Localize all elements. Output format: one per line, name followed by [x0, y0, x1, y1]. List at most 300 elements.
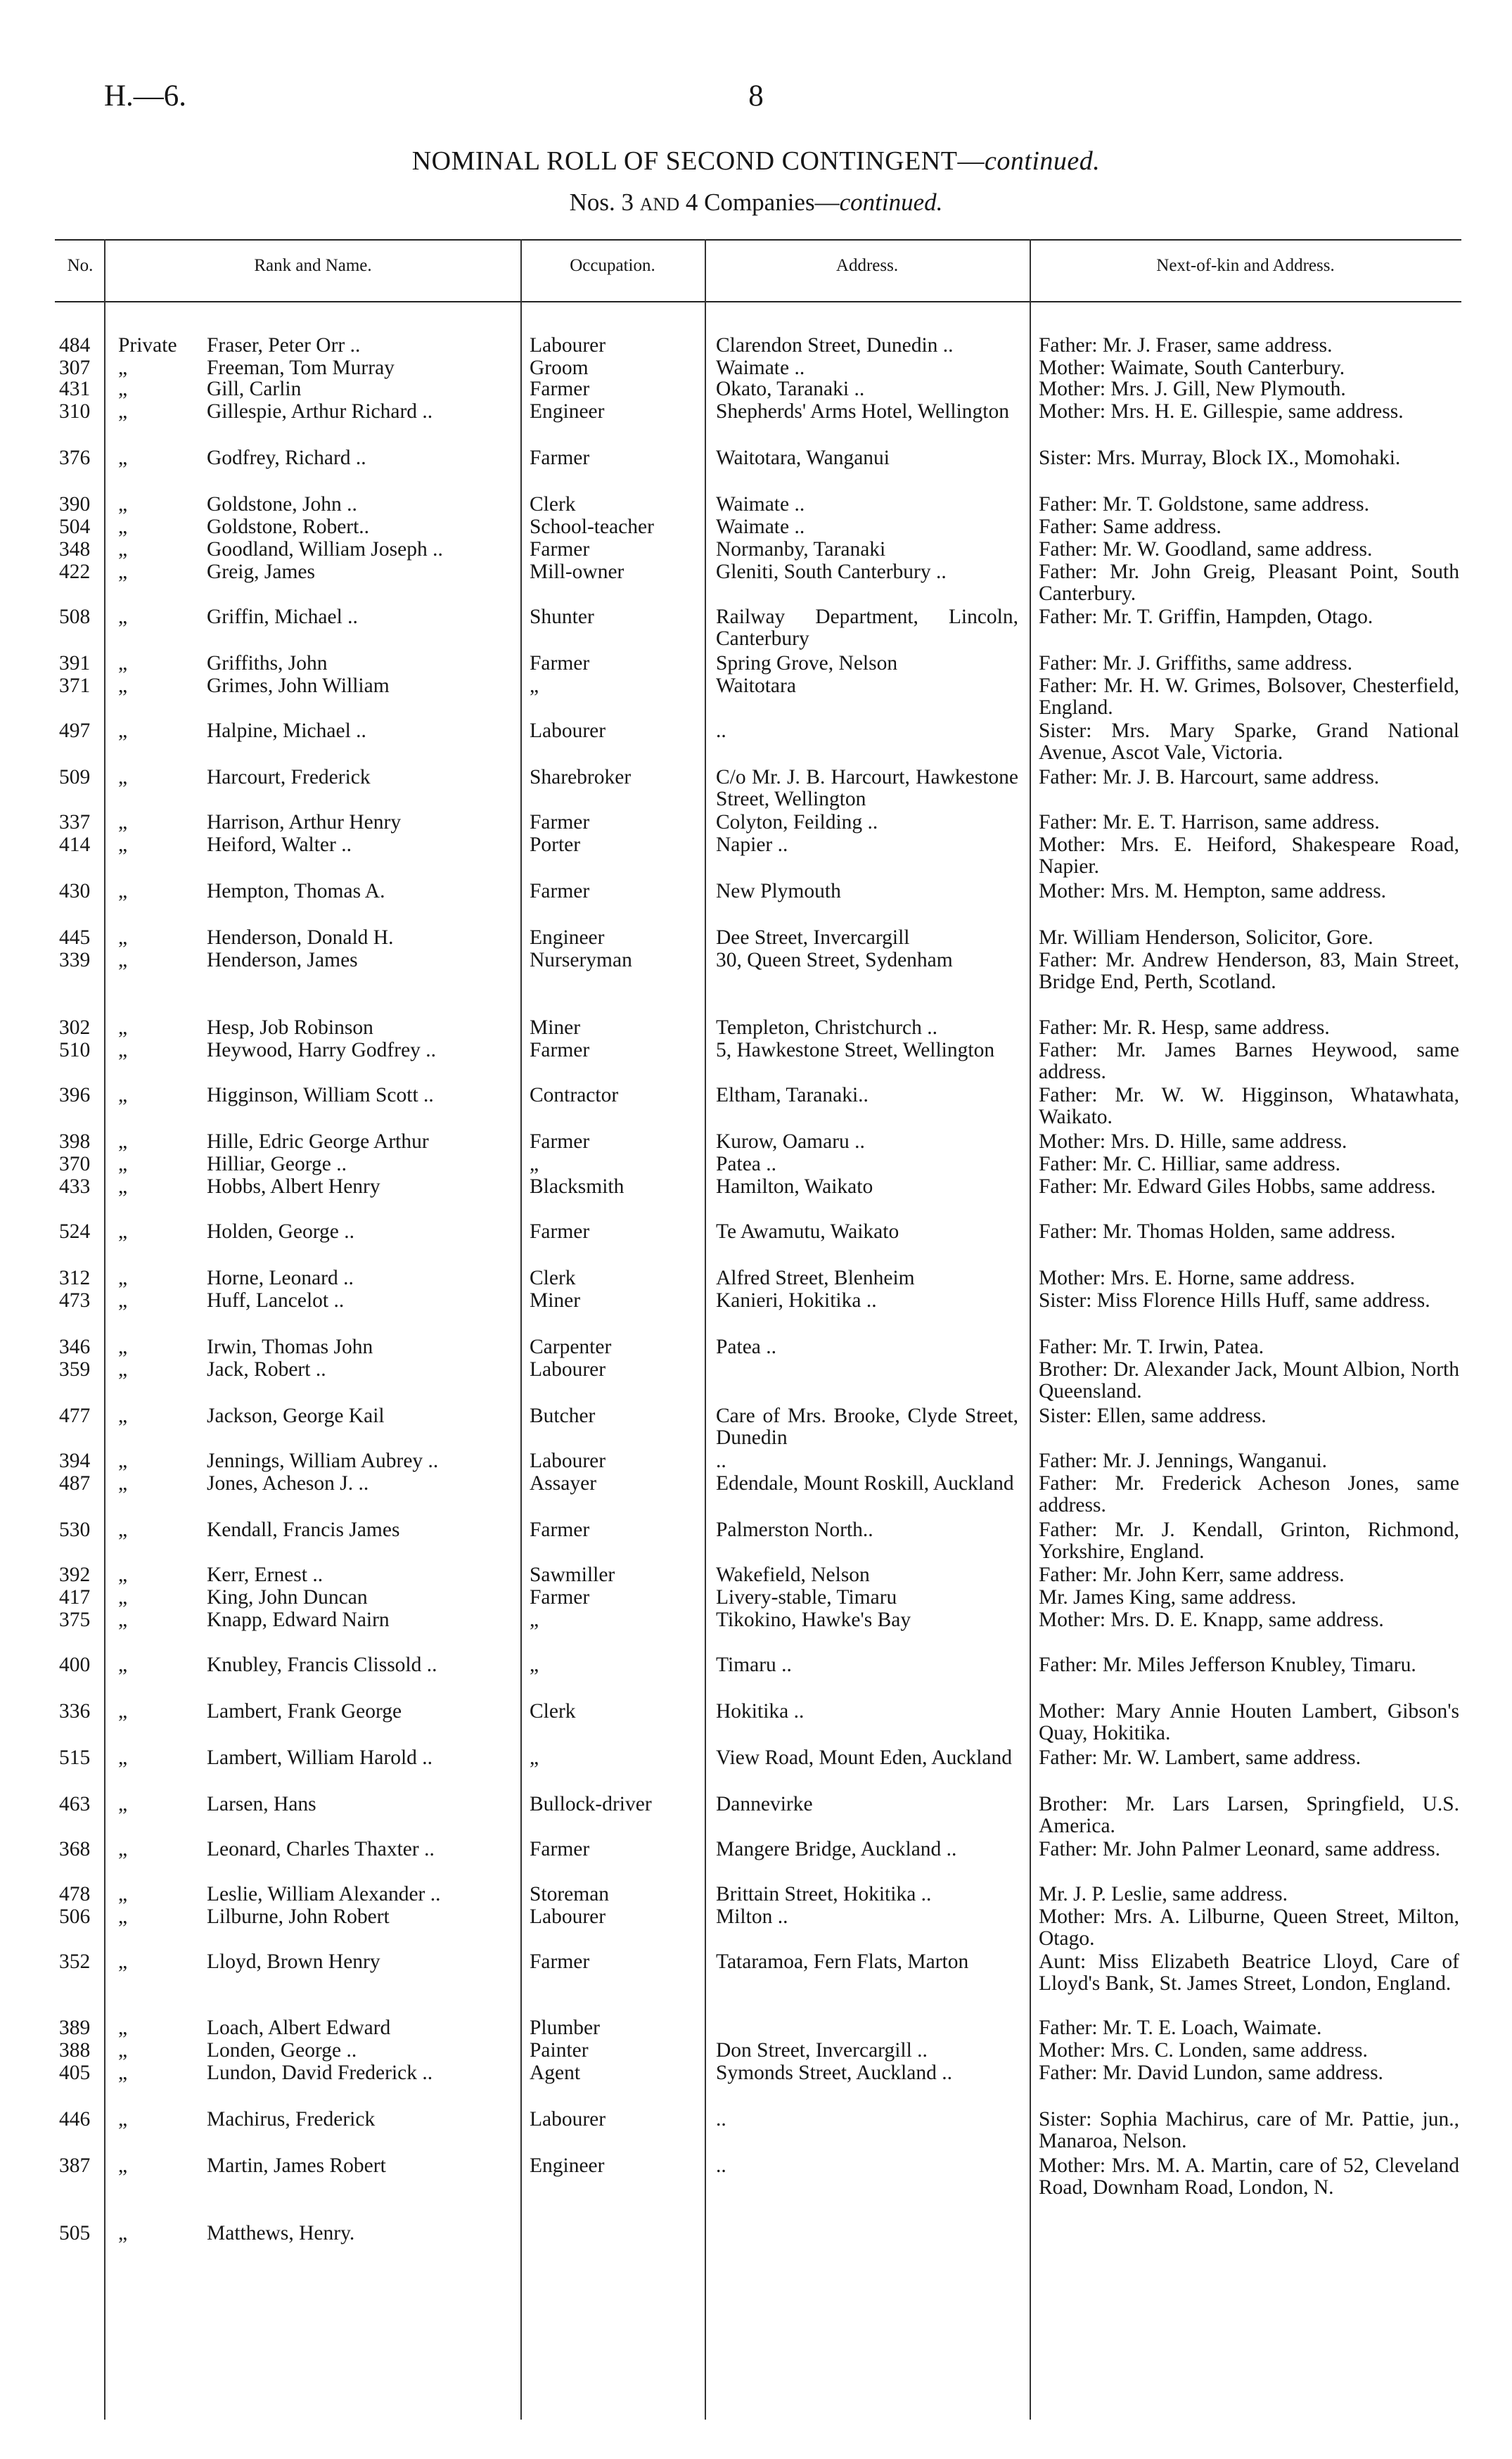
address: ..: [716, 1450, 726, 1472]
rank: „: [118, 1450, 128, 1472]
address: Shepherds' Arms Hotel, Wellington: [716, 400, 1010, 423]
address: Waimate ..: [716, 357, 805, 379]
rank: „: [118, 2108, 128, 2131]
page-subtitle: [0, 189, 1512, 217]
soldier-name: Martin, James Robert: [207, 2154, 386, 2177]
rank: „: [118, 1654, 128, 1676]
next-of-kin: Brother: Mr. Lars Larsen, Springfield, U.S. America.: [1039, 1793, 1459, 1837]
soldier-name: Leonard, Charles Thaxter ..: [207, 1838, 435, 1860]
rank: „: [118, 1267, 128, 1289]
address: Alfred Street, Blenheim: [716, 1267, 915, 1289]
rank: „: [118, 538, 128, 561]
rank: „: [118, 1039, 128, 1061]
rank: „: [118, 561, 128, 583]
document-reference: H.—6.: [104, 79, 187, 113]
next-of-kin: Mother: Mrs. D. E. Knapp, same address.: [1039, 1609, 1384, 1631]
rank: „: [118, 2222, 128, 2244]
soldier-name: Lambert, Frank George: [207, 1700, 402, 1723]
row-number: 371: [59, 675, 91, 697]
row-number: 352: [59, 1950, 91, 1973]
address: Spring Grove, Nelson: [716, 652, 898, 675]
address: Waimate ..: [716, 516, 805, 538]
row-number: 336: [59, 1700, 91, 1723]
soldier-name: Kerr, Ernest ..: [207, 1564, 323, 1586]
soldier-name: Londen, George ..: [207, 2039, 357, 2062]
address: Dannevirke: [716, 1793, 813, 1815]
rank: „: [118, 811, 128, 833]
soldier-name: Holden, George ..: [207, 1220, 355, 1243]
address: Edendale, Mount Roskill, Auckland: [716, 1472, 1014, 1495]
rank: „: [118, 1289, 128, 1312]
rank: „: [118, 1519, 128, 1541]
row-number: 391: [59, 652, 91, 675]
page-title-continued: continued.: [984, 146, 1101, 176]
rank: „: [118, 2017, 128, 2039]
occupation: „: [530, 1654, 539, 1676]
soldier-name: Griffiths, John: [207, 652, 328, 675]
address: Patea ..: [716, 1153, 777, 1175]
rank: „: [118, 720, 128, 742]
occupation: Labourer: [530, 2108, 606, 2131]
rank: „: [118, 1609, 128, 1631]
occupation: „: [530, 1746, 539, 1769]
next-of-kin: Father: Same address.: [1039, 516, 1222, 538]
row-number: 431: [59, 378, 91, 400]
occupation: „: [530, 1153, 539, 1175]
row-number: 497: [59, 720, 91, 742]
row-number: 307: [59, 357, 91, 379]
row-number: 368: [59, 1838, 91, 1860]
address: Milton ..: [716, 1905, 788, 1928]
row-number: 346: [59, 1336, 91, 1358]
row-number: 337: [59, 811, 91, 833]
rank: „: [118, 357, 128, 379]
address: Brittain Street, Hokitika ..: [716, 1883, 932, 1905]
column-divider: [520, 239, 522, 2420]
row-number: 530: [59, 1519, 91, 1541]
rank: „: [118, 2154, 128, 2177]
address: ..: [716, 2154, 726, 2177]
address: Waimate ..: [716, 493, 805, 516]
subtitle-mid: 4: [685, 189, 698, 216]
address: Wakefield, Nelson: [716, 1564, 870, 1586]
next-of-kin: Father: Mr. H. W. Grimes, Bolsover, Chesterfield, England.: [1039, 675, 1459, 719]
address: Clarendon Street, Dunedin ..: [716, 334, 954, 357]
rank: „: [118, 1016, 128, 1039]
row-number: 504: [59, 516, 91, 538]
soldier-name: Machirus, Frederick: [207, 2108, 376, 2131]
occupation: Porter: [530, 833, 581, 856]
occupation: Labourer: [530, 720, 606, 742]
row-number: 478: [59, 1883, 91, 1905]
next-of-kin: Father: Mr. T. E. Loach, Waimate.: [1039, 2017, 1322, 2039]
row-number: 524: [59, 1220, 91, 1243]
next-of-kin: Father: Mr. James Barnes Heywood, same address.: [1039, 1039, 1459, 1083]
subtitle-prefix: Nos. 3: [569, 189, 634, 216]
soldier-name: Lundon, David Frederick ..: [207, 2062, 433, 2084]
occupation: Farmer: [530, 1039, 590, 1061]
rank: „: [118, 675, 128, 697]
row-number: 477: [59, 1405, 91, 1427]
soldier-name: Huff, Lancelot ..: [207, 1289, 345, 1312]
occupation: Assayer: [530, 1472, 597, 1495]
rank: „: [118, 833, 128, 856]
row-number: 302: [59, 1016, 91, 1039]
occupation: Engineer: [530, 2154, 605, 2177]
rank: „: [118, 2039, 128, 2062]
next-of-kin: Mother: Mary Annie Houten Lambert, Gibson's Quay, Hokitika.: [1039, 1700, 1459, 1744]
next-of-kin: Sister: Miss Florence Hills Huff, same address.: [1039, 1289, 1430, 1312]
rank: „: [118, 447, 128, 469]
page-number: 8: [748, 79, 764, 113]
occupation: Labourer: [530, 1358, 606, 1381]
row-number: 473: [59, 1289, 91, 1312]
rank: „: [118, 400, 128, 423]
address: New Plymouth: [716, 880, 841, 902]
column-header-rank-name: Rank and Name.: [254, 256, 372, 275]
next-of-kin: Father: Mr. Thomas Holden, same address.: [1039, 1220, 1396, 1243]
row-number: 422: [59, 561, 91, 583]
occupation: Labourer: [530, 1905, 606, 1928]
soldier-name: Knubley, Francis Clissold ..: [207, 1654, 437, 1676]
occupation: Agent: [530, 2062, 581, 2084]
soldier-name: Hille, Edric George Arthur: [207, 1130, 429, 1153]
next-of-kin: Father: Mr. Frederick Acheson Jones, same address.: [1039, 1472, 1459, 1516]
soldier-name: Jennings, William Aubrey ..: [207, 1450, 439, 1472]
soldier-name: Leslie, William Alexander ..: [207, 1883, 441, 1905]
address: Mangere Bridge, Auckland ..: [716, 1838, 957, 1860]
next-of-kin: Father: Mr. Andrew Henderson, 83, Main Street, Bridge End, Perth, Scotland.: [1039, 949, 1459, 993]
rank: „: [118, 1905, 128, 1928]
address: Hamilton, Waikato: [716, 1175, 873, 1198]
next-of-kin: Father: Mr. W. Goodland, same address.: [1039, 538, 1373, 561]
occupation: School-teacher: [530, 516, 654, 538]
address: Tikokino, Hawke's Bay: [716, 1609, 911, 1631]
soldier-name: Jack, Robert ..: [207, 1358, 326, 1381]
next-of-kin: Mother: Mrs. M. A. Martin, care of 52, Cleveland Road, Downham Road, London, N.: [1039, 2154, 1459, 2199]
rank: „: [118, 1358, 128, 1381]
row-number: 417: [59, 1586, 91, 1609]
soldier-name: Heywood, Harry Godfrey ..: [207, 1039, 437, 1061]
occupation: Clerk: [530, 1700, 576, 1723]
row-number: 375: [59, 1609, 91, 1631]
soldier-name: Gill, Carlin: [207, 378, 302, 400]
rank: „: [118, 1472, 128, 1495]
next-of-kin: Mother: Mrs. J. Gill, New Plymouth.: [1039, 378, 1346, 400]
soldier-name: Godfrey, Richard ..: [207, 447, 366, 469]
rank: „: [118, 2062, 128, 2084]
row-number: 508: [59, 606, 91, 628]
occupation: Farmer: [530, 811, 590, 833]
next-of-kin: Mother: Mrs. D. Hille, same address.: [1039, 1130, 1347, 1153]
next-of-kin: Mother: Mrs. A. Lilburne, Queen Street, Milton, Otago.: [1039, 1905, 1459, 1950]
occupation: Farmer: [530, 1519, 590, 1541]
address: Waitotara, Wanganui: [716, 447, 890, 469]
row-number: 430: [59, 880, 91, 902]
occupation: Groom: [530, 357, 589, 379]
address: Care of Mrs. Brooke, Clyde Street, Dunedin: [716, 1405, 1018, 1449]
occupation: Labourer: [530, 1450, 606, 1472]
soldier-name: Lambert, William Harold ..: [207, 1746, 433, 1769]
rank: „: [118, 880, 128, 902]
address: Kanieri, Hokitika ..: [716, 1289, 877, 1312]
next-of-kin: Father: Mr. T. Griffin, Hampden, Otago.: [1039, 606, 1373, 628]
rank: „: [118, 1405, 128, 1427]
occupation: Farmer: [530, 1220, 590, 1243]
table-top-rule: [55, 239, 1461, 241]
next-of-kin: Mr. James King, same address.: [1039, 1586, 1297, 1609]
soldier-name: Fraser, Peter Orr ..: [207, 334, 361, 357]
soldier-name: Loach, Albert Edward: [207, 2017, 391, 2039]
rank: „: [118, 1793, 128, 1815]
soldier-name: Matthews, Henry.: [207, 2222, 355, 2244]
rank: „: [118, 1950, 128, 1973]
occupation: Engineer: [530, 400, 605, 423]
next-of-kin: Father: Mr. John Kerr, same address.: [1039, 1564, 1345, 1586]
rank: „: [118, 1175, 128, 1198]
address: Colyton, Feilding ..: [716, 811, 878, 833]
column-header-no: No.: [67, 256, 94, 275]
occupation: Carpenter: [530, 1336, 612, 1358]
soldier-name: Larsen, Hans: [207, 1793, 316, 1815]
row-number: 312: [59, 1267, 91, 1289]
rank: „: [118, 1838, 128, 1860]
next-of-kin: Father: Mr. W. W. Higginson, Whatawhata, Waikato.: [1039, 1084, 1459, 1128]
rank: „: [118, 949, 128, 971]
next-of-kin: Sister: Ellen, same address.: [1039, 1405, 1267, 1427]
row-number: 310: [59, 400, 91, 423]
row-number: 392: [59, 1564, 91, 1586]
soldier-name: Goldstone, John ..: [207, 493, 357, 516]
occupation: Farmer: [530, 880, 590, 902]
row-number: 389: [59, 2017, 91, 2039]
next-of-kin: Father: Mr. T. Goldstone, same address.: [1039, 493, 1370, 516]
next-of-kin: Father: Mr. Edward Giles Hobbs, same address.: [1039, 1175, 1436, 1198]
occupation: Miner: [530, 1016, 581, 1039]
address: Railway Department, Lincoln, Canterbury: [716, 606, 1018, 650]
page-title-main: NOMINAL ROLL OF SECOND CONTINGENT—: [411, 146, 985, 176]
soldier-name: Halpine, Michael ..: [207, 720, 366, 742]
occupation: Farmer: [530, 1586, 590, 1609]
soldier-name: Hempton, Thomas A.: [207, 880, 385, 902]
row-number: 376: [59, 447, 91, 469]
address: 30, Queen Street, Sydenham: [716, 949, 953, 971]
rank: „: [118, 1746, 128, 1769]
next-of-kin: Mother: Mrs. M. Hempton, same address.: [1039, 880, 1387, 902]
address: Don Street, Invercargill ..: [716, 2039, 928, 2062]
row-number: 506: [59, 1905, 91, 1928]
row-number: 446: [59, 2108, 91, 2131]
occupation: Shunter: [530, 606, 594, 628]
table-header-rule: [55, 301, 1461, 302]
column-divider: [1030, 239, 1031, 2420]
address: Kurow, Oamaru ..: [716, 1130, 865, 1153]
soldier-name: Henderson, James: [207, 949, 358, 971]
soldier-name: Higginson, William Scott ..: [207, 1084, 434, 1106]
next-of-kin: Father: Mr. J. Kendall, Grinton, Richmond, Yorkshire, England.: [1039, 1519, 1459, 1563]
occupation: Labourer: [530, 334, 606, 357]
rank: „: [118, 926, 128, 949]
rank: Private: [118, 334, 177, 357]
occupation: „: [530, 675, 539, 697]
address: Palmerston North..: [716, 1519, 873, 1541]
address: Waitotara: [716, 675, 796, 697]
next-of-kin: Sister: Mrs. Murray, Block IX., Momohaki.: [1039, 447, 1401, 469]
rank: „: [118, 1883, 128, 1905]
rank: „: [118, 1700, 128, 1723]
soldier-name: Lloyd, Brown Henry: [207, 1950, 380, 1973]
next-of-kin: Mr. William Henderson, Solicitor, Gore.: [1039, 926, 1373, 949]
address: Hokitika ..: [716, 1700, 805, 1723]
soldier-name: Henderson, Donald H.: [207, 926, 394, 949]
soldier-name: Harrison, Arthur Henry: [207, 811, 402, 833]
occupation: Engineer: [530, 926, 605, 949]
next-of-kin: Mother: Mrs. H. E. Gillespie, same address.: [1039, 400, 1404, 423]
row-number: 348: [59, 538, 91, 561]
address: Templeton, Christchurch ..: [716, 1016, 937, 1039]
address: Napier ..: [716, 833, 788, 856]
soldier-name: Jackson, George Kail: [207, 1405, 385, 1427]
occupation: Butcher: [530, 1405, 596, 1427]
address: C/o Mr. J. B. Harcourt, Hawkestone Street, Wellington: [716, 766, 1018, 810]
address: Normanby, Taranaki: [716, 538, 886, 561]
soldier-name: Hobbs, Albert Henry: [207, 1175, 380, 1198]
occupation: Miner: [530, 1289, 581, 1312]
occupation: „: [530, 1609, 539, 1631]
occupation: Farmer: [530, 1838, 590, 1860]
row-number: 510: [59, 1039, 91, 1061]
row-number: 398: [59, 1130, 91, 1153]
row-number: 339: [59, 949, 91, 971]
rank: „: [118, 652, 128, 675]
next-of-kin: Aunt: Miss Elizabeth Beatrice Lloyd, Care of Lloyd's Bank, St. James Street, London, England.: [1039, 1950, 1459, 1995]
row-number: 400: [59, 1654, 91, 1676]
address: Symonds Street, Auckland ..: [716, 2062, 952, 2084]
rank: „: [118, 378, 128, 400]
occupation: Farmer: [530, 1130, 590, 1153]
column-header-address: Address.: [835, 256, 899, 275]
address: ..: [716, 720, 726, 742]
occupation: Farmer: [530, 538, 590, 561]
rank: „: [118, 1336, 128, 1358]
next-of-kin: Father: Mr. T. Irwin, Patea.: [1039, 1336, 1264, 1358]
soldier-name: Kendall, Francis James: [207, 1519, 400, 1541]
soldier-name: Hesp, Job Robinson: [207, 1016, 373, 1039]
address: ..: [716, 2108, 726, 2131]
rank: „: [118, 1586, 128, 1609]
subtitle-companies: Companies—: [704, 189, 840, 216]
row-number: 405: [59, 2062, 91, 2084]
address: Livery-stable, Timaru: [716, 1586, 897, 1609]
next-of-kin: Brother: Dr. Alexander Jack, Mount Albion, North Queensland.: [1039, 1358, 1459, 1403]
occupation: Blacksmith: [530, 1175, 624, 1198]
subtitle-continued: continued.: [839, 189, 943, 216]
soldier-name: Horne, Leonard ..: [207, 1267, 354, 1289]
occupation: Farmer: [530, 378, 590, 400]
occupation: Nurseryman: [530, 949, 632, 971]
row-number: 394: [59, 1450, 91, 1472]
column-divider: [705, 239, 706, 2420]
address: 5, Hawkestone Street, Wellington: [716, 1039, 995, 1061]
rank: „: [118, 606, 128, 628]
address: Te Awamutu, Waikato: [716, 1220, 899, 1243]
next-of-kin: Sister: Mrs. Mary Sparke, Grand National Avenue, Ascot Vale, Victoria.: [1039, 720, 1459, 764]
occupation: Bullock-driver: [530, 1793, 652, 1815]
next-of-kin: Father: Mr. J. Fraser, same address.: [1039, 334, 1333, 357]
next-of-kin: Father: Mr. W. Lambert, same address.: [1039, 1746, 1361, 1769]
soldier-name: Jones, Acheson J. ..: [207, 1472, 369, 1495]
next-of-kin: Father: Mr. David Lundon, same address.: [1039, 2062, 1383, 2084]
soldier-name: Goldstone, Robert..: [207, 516, 370, 538]
row-number: 433: [59, 1175, 91, 1198]
row-number: 487: [59, 1472, 91, 1495]
next-of-kin: Mr. J. P. Leslie, same address.: [1039, 1883, 1288, 1905]
address: Patea ..: [716, 1336, 777, 1358]
address: Timaru ..: [716, 1654, 792, 1676]
soldier-name: Freeman, Tom Murray: [207, 357, 395, 379]
row-number: 388: [59, 2039, 91, 2062]
soldier-name: Hilliar, George ..: [207, 1153, 347, 1175]
rank: „: [118, 766, 128, 788]
soldier-name: Goodland, William Joseph ..: [207, 538, 443, 561]
next-of-kin: Father: Mr. Miles Jefferson Knubley, Timaru.: [1039, 1654, 1416, 1676]
next-of-kin: Father: Mr. E. T. Harrison, same address.: [1039, 811, 1380, 833]
subtitle-and: AND: [639, 194, 680, 215]
next-of-kin: Father: Mr. John Palmer Leonard, same address.: [1039, 1838, 1441, 1860]
soldier-name: King, John Duncan: [207, 1586, 368, 1609]
next-of-kin: Father: Mr. J. Griffiths, same address.: [1039, 652, 1352, 675]
occupation: Clerk: [530, 493, 576, 516]
rank: „: [118, 1220, 128, 1243]
soldier-name: Harcourt, Frederick: [207, 766, 371, 788]
address: Okato, Taranaki ..: [716, 378, 865, 400]
row-number: 359: [59, 1358, 91, 1381]
soldier-name: Greig, James: [207, 561, 316, 583]
occupation: Sharebroker: [530, 766, 632, 788]
row-number: 390: [59, 493, 91, 516]
occupation: Clerk: [530, 1267, 576, 1289]
rank: „: [118, 1130, 128, 1153]
soldier-name: Knapp, Edward Nairn: [207, 1609, 390, 1631]
row-number: 445: [59, 926, 91, 949]
row-number: 509: [59, 766, 91, 788]
next-of-kin: Sister: Sophia Machirus, care of Mr. Pattie, jun., Manaroa, Nelson.: [1039, 2108, 1459, 2152]
row-number: 396: [59, 1084, 91, 1106]
next-of-kin: Father: Mr. John Greig, Pleasant Point, South Canterbury.: [1039, 561, 1459, 605]
occupation: Farmer: [530, 1950, 590, 1973]
rank: „: [118, 1564, 128, 1586]
column-divider: [104, 239, 105, 2420]
column-header-next-of-kin: Next-of-kin and Address.: [1156, 256, 1335, 275]
column-header-occupation: Occupation.: [570, 256, 655, 275]
soldier-name: Lilburne, John Robert: [207, 1905, 390, 1928]
rank: „: [118, 1153, 128, 1175]
row-number: 484: [59, 334, 91, 357]
address: Eltham, Taranaki..: [716, 1084, 869, 1106]
address: Tataramoa, Fern Flats, Marton: [716, 1950, 969, 1973]
occupation: Farmer: [530, 652, 590, 675]
rank: „: [118, 493, 128, 516]
rank: „: [118, 516, 128, 538]
soldier-name: Heiford, Walter ..: [207, 833, 352, 856]
next-of-kin: Mother: Waimate, South Canterbury.: [1039, 357, 1345, 379]
page-title: [0, 146, 1512, 177]
row-number: 414: [59, 833, 91, 856]
next-of-kin: Father: Mr. C. Hilliar, same address.: [1039, 1153, 1340, 1175]
next-of-kin: Mother: Mrs. E. Horne, same address.: [1039, 1267, 1355, 1289]
row-number: 463: [59, 1793, 91, 1815]
rank: „: [118, 1084, 128, 1106]
